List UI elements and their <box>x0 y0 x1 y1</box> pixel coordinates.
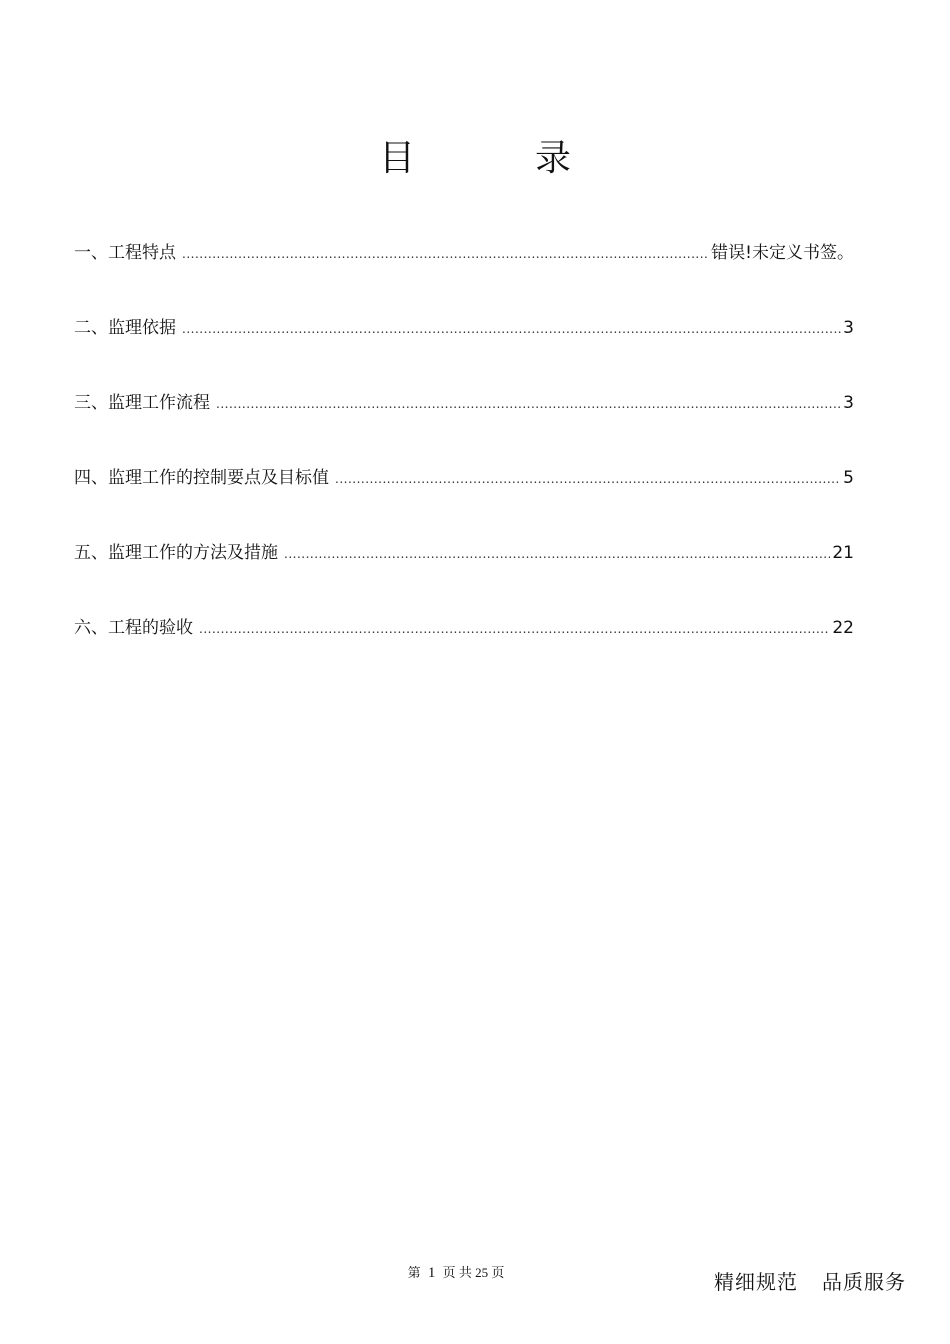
toc-item-page: 5 <box>843 468 854 488</box>
toc-item-page: 3 <box>843 393 854 413</box>
title-char-1: 目 <box>378 138 415 179</box>
toc-item-label: 五、监理工作的方法及措施 <box>74 543 278 563</box>
toc-item-page: 3 <box>843 318 854 338</box>
toc-item-label: 三、监理工作流程 <box>74 393 210 413</box>
toc-item-label: 一、工程特点 <box>74 243 176 263</box>
slogan-left: 精细规范 <box>714 1270 798 1294</box>
footer-current-page: 1 <box>427 1265 436 1281</box>
footer-prefix: 第 <box>407 1265 421 1280</box>
page-title <box>0 130 950 181</box>
toc-item-label: 六、工程的验收 <box>74 618 193 638</box>
toc-leader-dots <box>199 614 830 644</box>
toc-item-label: 四、监理工作的控制要点及目标值 <box>74 468 329 488</box>
toc-item-5[interactable] <box>74 538 854 613</box>
toc-item-6[interactable] <box>74 613 854 688</box>
toc-item-4[interactable] <box>74 463 854 538</box>
toc-item-page: 21 <box>832 543 854 563</box>
table-of-contents <box>74 238 854 688</box>
toc-item-2[interactable] <box>74 313 854 388</box>
toc-item-label: 二、监理依据 <box>74 318 176 338</box>
toc-leader-dots <box>335 464 841 494</box>
footer-middle: 页 共 <box>442 1265 472 1280</box>
toc-item-3[interactable] <box>74 388 854 463</box>
footer-total-pages: 25 <box>475 1265 489 1280</box>
toc-item-1[interactable] <box>74 238 854 313</box>
toc-leader-dots <box>216 389 841 419</box>
title-char-2: 录 <box>535 138 572 179</box>
footer-slogan <box>714 1266 906 1295</box>
toc-item-page: 错误!未定义书签。 <box>711 243 854 263</box>
toc-leader-dots <box>182 239 709 269</box>
toc-item-page: 22 <box>832 618 854 638</box>
footer-suffix: 页 <box>491 1265 505 1280</box>
toc-leader-dots <box>284 539 830 569</box>
slogan-right: 品质服务 <box>822 1270 906 1294</box>
toc-leader-dots <box>182 314 841 344</box>
